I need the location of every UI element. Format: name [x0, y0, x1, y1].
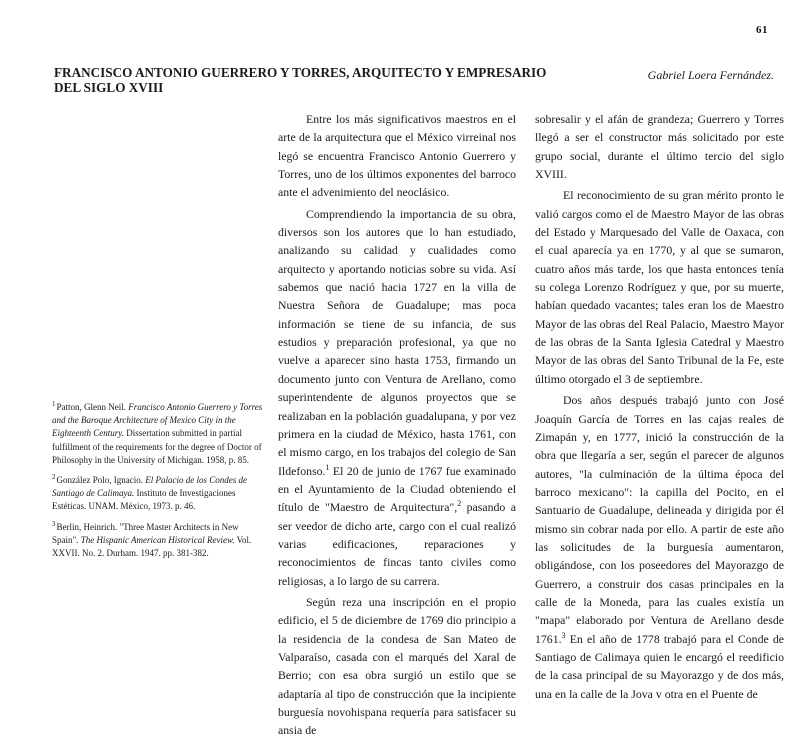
footnote-2 [52, 471, 267, 514]
page-number: 61 [756, 24, 768, 36]
footnote-text: Dissertation submitted in partial fulfillment of the requirements for the degree of Doctor of Philosophy in the University of Michigan. 1958, p. 85. [52, 428, 262, 465]
paragraph-text: pasando a ser veedor de dicho arte, cargo con el cual realizó varias edificaciones, reparaciones y reconocimientos de fincas tanto civiles como religiosas, a lo largo de su carrera. [278, 500, 517, 588]
footnote-text: Berlin, Heinrich. "Three Master Architects in New Spain". [52, 521, 239, 545]
paragraph: El reconocimiento de su gran mérito pronto le valió cargos como el de Maestro Mayor de las obras del Estado y Marquesado del Valle de Oaxaca, con el cual aparecía ya en 1770, y al que se sumaron, cuatro años más tarde, los que hasta entonces tenía su colega Lorenzo Rodríguez y que, por su muerte, habían quedado vacantes; tales eran los de Maestro Mayor de las obras del Real Palacio, Maestro Mayor de las obras de la Santa Iglesia Catedral y Maestro Mayor de las obras del Santo Tribunal de la Fe, este último otorgado el 3 de septiembre. [535, 188, 784, 386]
footnote-text: Vol. XXVII. No. 2. Durham. 1947. pp. 381-382. [52, 534, 252, 559]
author-name: Gabriel Loera Fernández. [647, 68, 774, 82]
paragraph-text: Comprendiendo la importancia de su obra, diversos son los autores que lo han estudiado, analizando su calidad y cualidades como arquitecto y aportando noticias sobre su vida. Así sabemos que nació hacia 1727 en la villa de Nuestra Señora de Guadalupe; mas poca información se tiene de su infancia, de sus estudios y preparación profesional, ya que no vuelve a aparecer sino hasta 1753, firmando un documento junto con Ventura de Arellano, como superintendente de algunos proyectos que se realizaban en la población guadalupana, y por vez primera en la ciudad de México, hasta 1761, con el mismo cargo, en los trabajos del colegio de San Ildefonso. [278, 206, 516, 478]
paragraph [535, 391, 784, 703]
footnote-title: The Hispanic American Historical Review. [80, 534, 235, 545]
paragraph [278, 205, 516, 590]
footnote-ref: 3 [561, 630, 566, 640]
footnote-1 [52, 398, 267, 467]
body-column-2 [535, 110, 784, 701]
article-title [54, 65, 594, 95]
footnote-title: El Palacio de los Condes de Santiago de Calimaya. [52, 475, 247, 499]
paragraph: sobresalir y el afán de grandeza; Guerrero y Torres llegó a ser el constructor más solicitado por este grupo social, durante el último tercio del siglo XVIII. [535, 112, 784, 182]
paragraph-text: En el año de 1778 trabajó para el Conde de Santiago de Calimaya quien le encargó el reedificio de la casa principal de su Mayorazgo y de dos más, una en la calle de la Jova v otra en el Puente de [535, 631, 784, 701]
body-column-1 [278, 110, 517, 738]
title-line-1: FRANCISCO ANTONIO GUERRERO Y TORRES, ARQUITECTO Y EMPRESARIO [54, 65, 547, 80]
footnote-ref: 2 [457, 499, 462, 509]
footnote-text: González Polo, Ignacio. [56, 475, 146, 486]
paragraph-text: El 20 de junio de 1767 fue examinado en el Ayuntamiento de la Ciudad obteniendo el título de "Maestro de Arquitectura", [278, 463, 516, 515]
footnote-text: Patton, Glenn Neil. [56, 402, 129, 412]
footnotes [52, 398, 267, 564]
footnote-ref: 1 [325, 462, 330, 472]
paragraph-text: Dos años después trabajó junto con José Joaquín García de Torres en las cajas reales de Zimapán y, en 1777, inició la construcción de la obra que llegaría a ser, según el parecer de algunos autores, "la culminación de la última época del barroco mexicano": la capilla del Pocito, en el Santuario de Guadalupe, delineada y dirigida por él mismo sin cobrar nada por ello. A partir de este año las solicitudes de la burguesía aumentaron, obligándose, con los poseedores del Mayorazgo de Guerrero, a construir dos casas principales en la calle de la Moneda, para las cuales existía un "mapa" elaborado por Ventura de Arellano desde 1761. [535, 393, 784, 646]
title-line-2: DEL SIGLO XVIII [54, 80, 164, 95]
footnote-text: Instituto de Investigaciones Estéticas. UNAM. México, 1973. p. 46. [52, 488, 236, 512]
footnote-number: 3 [52, 519, 56, 528]
paragraph: Entre los más significativos maestros en el arte de la arquitectura que el México virreinal nos legó se encuentra Francisco Antonio Guerrero y Torres, uno de los últimos exponentes del barroco ante el advenimiento del neoclásico. [278, 112, 516, 200]
paragraph: Según reza una inscripción en el propio edificio, el 5 de diciembre de 1769 dio principio a la residencia de la condesa de San Mateo de Valparaíso, casada con el marqués del Xaral de Berrio; con esa obra surgió un estilo que se adaptaría al tipo de construcción que la incipiente burguesía novohispana requería para satisfacer su ansia de [278, 594, 516, 738]
footnote-number: 1 [52, 400, 56, 408]
footnote-number: 2 [52, 473, 56, 482]
footnote-title: Francisco Antonio Guerrero y Torres and the Baroque Architecture of Mexico City in the Eighteenth Century. [52, 402, 263, 439]
footnote-3 [52, 518, 267, 561]
